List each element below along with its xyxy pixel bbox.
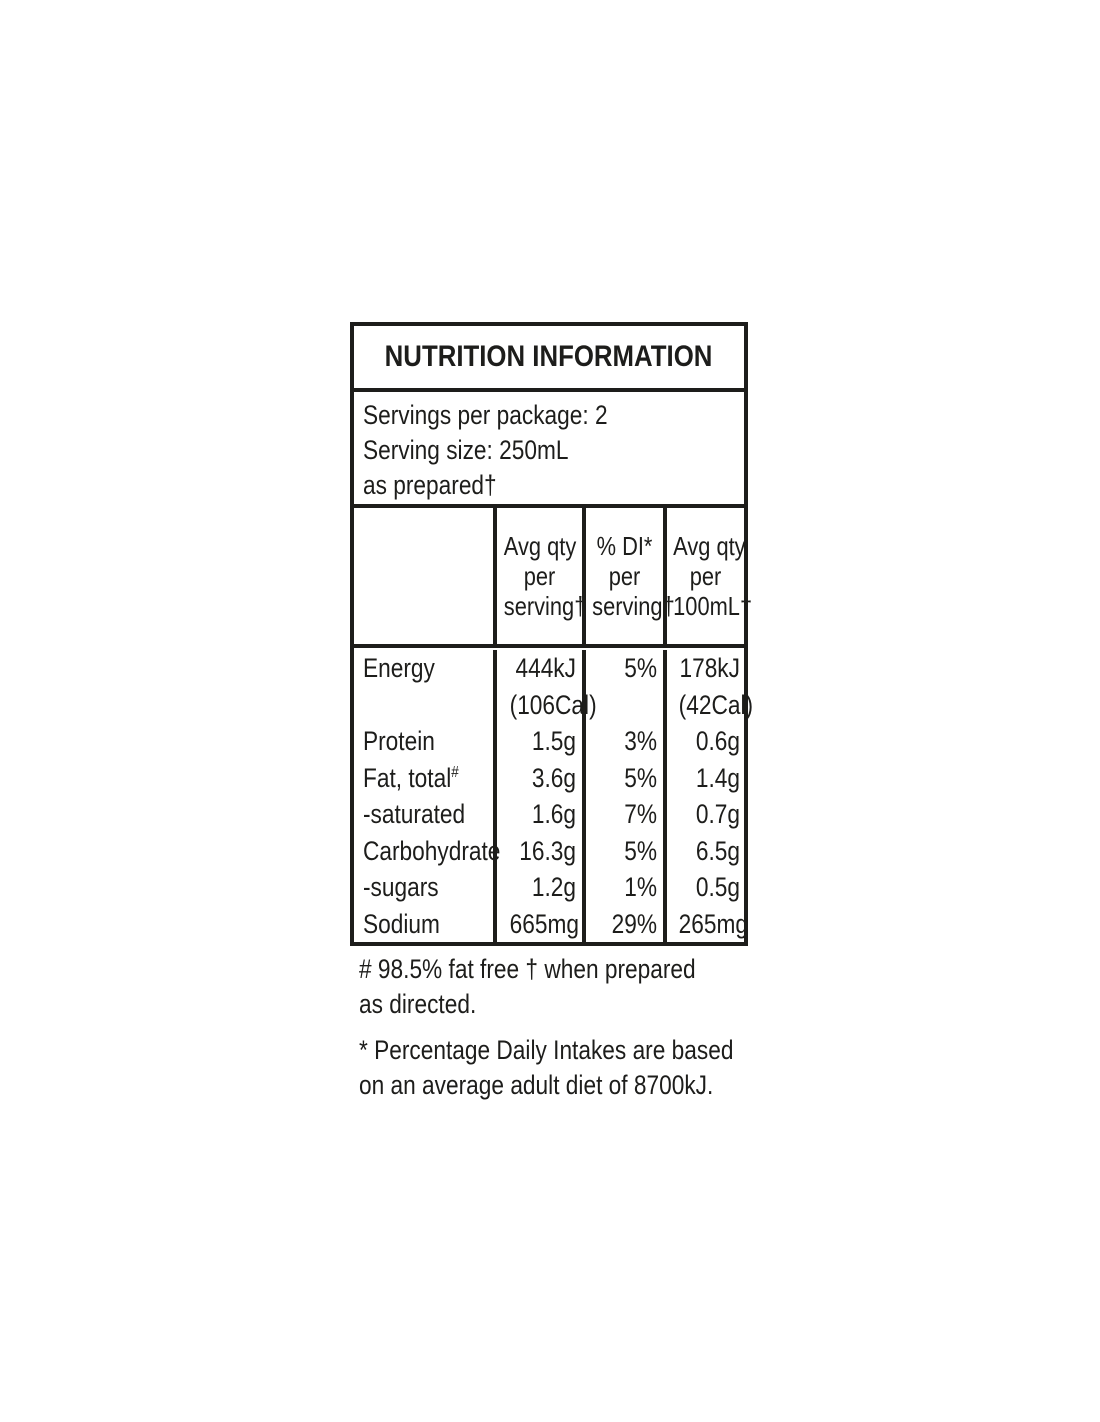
footnotes (350, 952, 780, 1103)
footnote-mark: # (451, 763, 459, 781)
table-row-energy-cal (354, 687, 754, 724)
qty-per-serving-value: 3.6g (493, 760, 582, 797)
nutrient-name: Fat, total (363, 762, 452, 793)
table-row-fat-total (354, 760, 744, 797)
table-header-row (354, 508, 753, 648)
table-row-protein (354, 723, 744, 760)
header-line: serving† (503, 591, 587, 621)
qty-per-serving-value: (106Cal) (493, 687, 582, 724)
row-label (354, 650, 493, 687)
header-line: serving† (592, 591, 675, 621)
serving-size: Serving size: 250mL (363, 435, 569, 465)
footnote-daily-intake (359, 1033, 780, 1103)
header-line: Avg qty (673, 531, 746, 561)
table-row-sugars (354, 869, 744, 906)
qty-per-serving-value: 1.2g (493, 869, 582, 906)
table-row-saturated (354, 796, 744, 833)
header-qty-per-100ml (663, 508, 753, 644)
servings-per-package: Servings per package: 2 (363, 400, 608, 430)
table-body (354, 648, 754, 942)
nutrient-name: Sodium (363, 908, 440, 939)
footnote-line: on an average adult diet of 8700kJ. (359, 1070, 714, 1100)
footnote-line: as directed. (359, 989, 477, 1019)
serving-info-section (354, 392, 744, 508)
table-row-sodium (354, 906, 749, 943)
qty-per-100ml-value: 1.4g (663, 760, 744, 797)
header-line: 100mL† (673, 591, 753, 621)
qty-per-100ml-value: (42Cal) (663, 687, 744, 724)
qty-per-serving-value: 16.3g (493, 833, 582, 870)
header-line: % DI* (596, 531, 653, 561)
di-per-serving-value: 5% (582, 833, 663, 870)
panel-title: NUTRITION INFORMATION (385, 340, 713, 373)
qty-per-100ml-value: 0.6g (663, 723, 744, 760)
header-line: per (523, 561, 556, 591)
nutrition-panel (350, 322, 754, 946)
di-per-serving-value: 29% (582, 906, 663, 943)
qty-per-100ml-value: 0.7g (663, 796, 744, 833)
panel-title-cell (354, 326, 744, 392)
di-per-serving-value: 5% (582, 650, 663, 687)
nutrient-name: Carbohydrate (363, 835, 501, 866)
footnote-line: * Percentage Daily Intakes are based (359, 1035, 734, 1065)
qty-per-serving-value: 1.5g (493, 723, 582, 760)
table-row-energy (354, 650, 744, 687)
qty-per-serving-value: 1.6g (493, 796, 582, 833)
header-qty-per-serving (493, 508, 587, 644)
nutrient-name: Energy (363, 653, 435, 683)
header-line: Avg qty (503, 531, 577, 561)
row-label (354, 869, 493, 906)
header-line: per (689, 561, 722, 591)
qty-per-100ml-value: 0.5g (663, 869, 744, 906)
qty-per-100ml-value: 6.5g (663, 833, 744, 870)
footnote-fat-free (359, 952, 780, 1022)
qty-per-serving-value: 665mg (493, 906, 582, 943)
nutrient-name: Protein (363, 726, 435, 756)
qty-per-100ml-value: 265mg (663, 906, 744, 943)
row-label (354, 760, 493, 797)
qty-per-serving-value: 444kJ (493, 650, 582, 687)
footnote-line: # 98.5% fat free † when prepared (359, 954, 696, 984)
di-per-serving-value: 7% (582, 796, 663, 833)
di-per-serving-value: 1% (582, 869, 663, 906)
di-per-serving-value: 5% (582, 760, 663, 797)
table-row-carbohydrate (354, 833, 744, 870)
row-label (354, 906, 493, 943)
header-empty-cell (354, 508, 493, 644)
row-label (354, 687, 493, 724)
header-line: per (608, 561, 641, 591)
row-label (354, 833, 501, 870)
row-label (354, 723, 493, 760)
header-di-per-serving (582, 508, 675, 644)
nutrient-name: -sugars (363, 872, 439, 902)
row-label (354, 796, 493, 833)
serving-size-note: as prepared† (363, 470, 497, 500)
qty-per-100ml-value: 178kJ (663, 650, 744, 687)
di-per-serving-value: 3% (582, 723, 663, 760)
nutrient-name: -saturated (363, 799, 466, 829)
